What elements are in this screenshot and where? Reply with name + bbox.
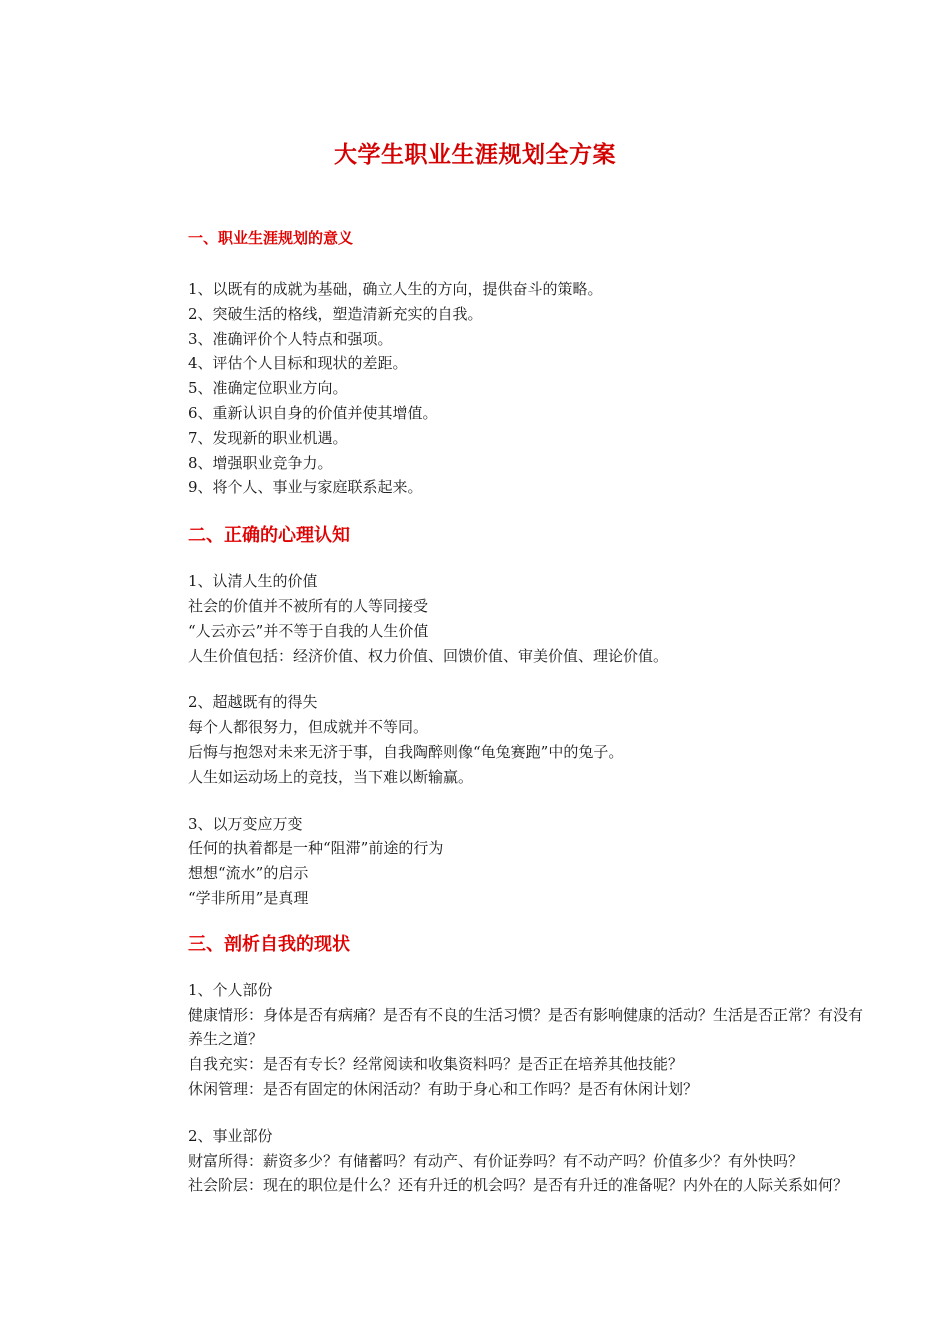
text-line: 6、重新认识自身的价值并使其增值。 [188,403,438,422]
text-line: 5、准确定位职业方向。 [188,379,348,398]
text-line: 养生之道？ [188,1030,264,1049]
section-heading: 二、正确的心理认知 [188,525,350,547]
text-line: 8、增强职业竞争力。 [188,453,333,472]
text-line: 9、将个人、事业与家庭联系起来。 [188,478,423,497]
text-line: 1、以既有的成就为基础，确立人生的方向，提供奋斗的策略。 [188,280,603,298]
paragraph-group [188,812,948,911]
text-line: 2、超越既有的得失 [188,693,318,712]
text-line: 后悔与抱怨对未来无济于事，自我陶醉则像“龟兔赛跑”中的兔子。 [188,742,624,761]
text-line: 财富所得：薪资多少？有储蓄吗？有动产、有价证券吗？有不动产吗？价值多少？有外快吗？ [188,1151,804,1170]
text-line: 人生如运动场上的竞技，当下难以断输赢。 [188,767,474,786]
text-line: 人生价值包括：经济价值、权力价值、回馈价值、审美价值、理论价值。 [188,646,669,665]
text-line: “学非所用”是真理 [188,888,309,907]
text-line: “人云亦云”并不等于自我的人生价值 [188,621,429,640]
document-title: 大学生职业生涯规划全方案 [334,141,616,168]
text-line: 想想“流水”的启示 [188,864,309,883]
section-heading: 三、剖析自我的现状 [188,933,350,955]
text-line: 社会阶层：现在的职位是什么？还有升迁的机会吗？是否有升迁的准备呢？内外在的人际关系如何？ [188,1176,849,1195]
text-line: 1、认清人生的价值 [188,572,318,591]
text-line: 健康情形：身体是否有病痛？是否有不良的生活习惯？是否有影响健康的活动？生活是否正常？有没有 [188,1005,864,1024]
text-line: 每个人都很努力，但成就并不等同。 [188,718,429,737]
paragraph-group [188,978,948,1102]
section-mindset [188,524,948,911]
section-meaning [188,228,948,500]
section-self-analysis [188,933,948,1198]
text-line: 3、以万变应万变 [188,814,303,833]
text-line: 4、评估个人目标和现状的差距。 [188,354,408,373]
text-line: 7、发现新的职业机遇。 [188,428,348,447]
text-line: 任何的执着都是一种“阻滞”前途的行为 [188,839,444,858]
text-line: 社会的价值并不被所有的人等同接受 [188,596,429,615]
paragraph-group [188,569,948,668]
text-line: 3、准确评价个人特点和强项。 [188,329,393,348]
document-body [188,228,948,1220]
paragraph-group [188,1124,948,1198]
section-heading: 一、职业生涯规划的意义 [188,229,354,247]
text-line: 自我充实：是否有专长？经常阅读和收集资料吗？是否正在培养其他技能？ [188,1055,684,1074]
paragraph-group [188,690,948,789]
text-line: 休闲管理：是否有固定的休闲活动？有助于身心和工作吗？是否有休闲计划？ [188,1079,699,1098]
text-line: 2、事业部份 [188,1126,273,1145]
text-line: 2、突破生活的格线，塑造清新充实的自我。 [188,304,483,323]
paragraph-group [188,277,948,500]
text-line: 1、个人部份 [188,980,273,999]
